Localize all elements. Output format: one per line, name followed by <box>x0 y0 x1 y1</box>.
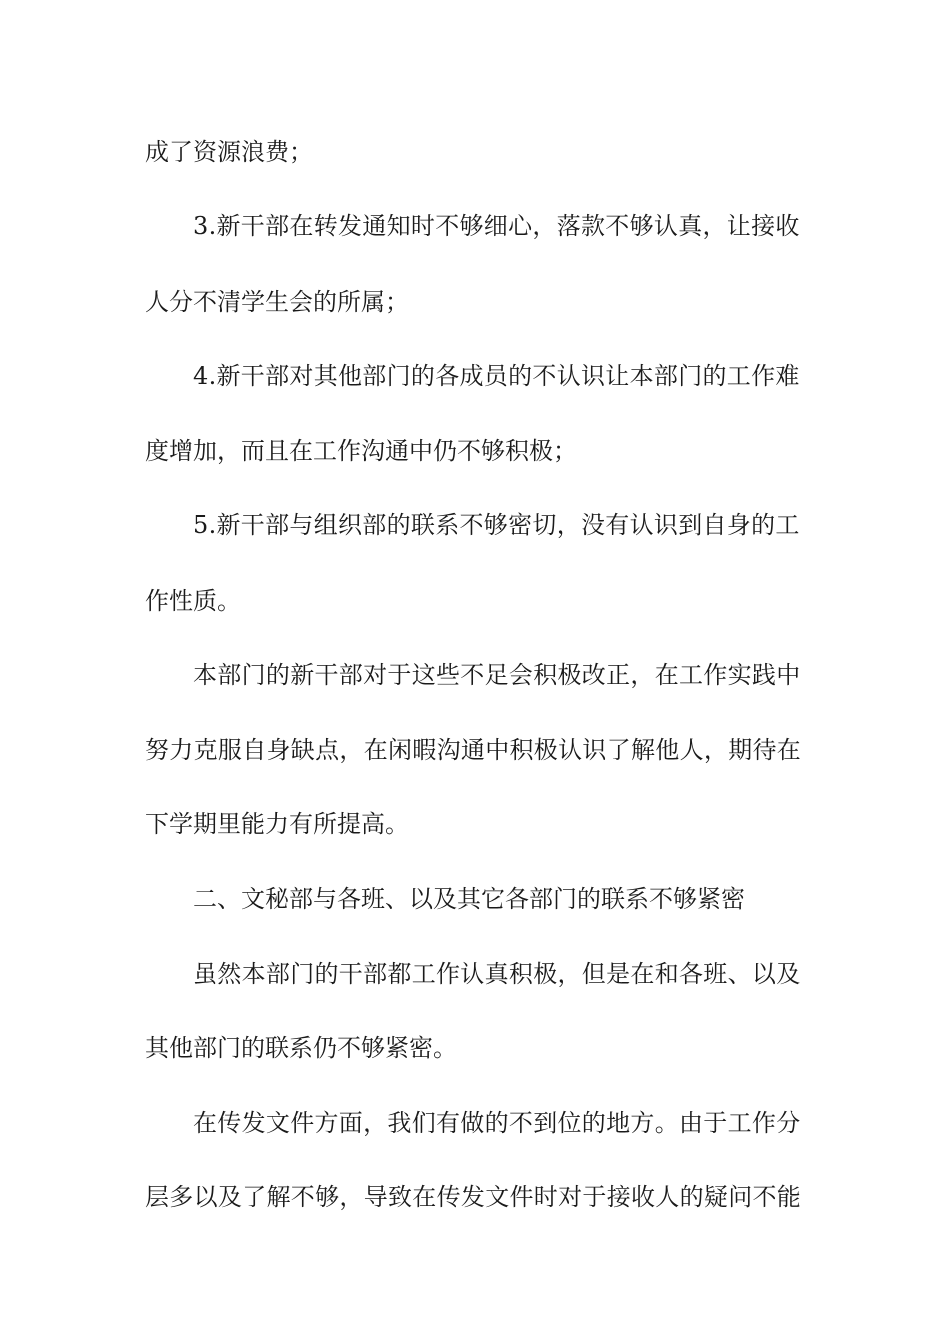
paragraph-line: 层多以及了解不够，导致在传发文件时对于接收人的疑问不能 <box>145 1183 802 1211</box>
paragraph-line: 虽然本部门的干部都工作认真积极，但是在和各班、以及 <box>193 960 801 988</box>
paragraph-line: 下学期里能力有所提高。 <box>145 810 409 838</box>
text-line: 成了资源浪费； <box>145 138 313 166</box>
list-item-4-line: 4.新干部对其他部门的各成员的不认识让本部门的工作难 <box>193 362 800 390</box>
list-item-5-line: 5.新干部与组织部的联系不够密切，没有认识到自身的工 <box>193 511 800 539</box>
paragraph-line: 其他部门的联系仍不够紧密。 <box>145 1034 457 1062</box>
section-heading: 二、文秘部与各班、以及其它各部门的联系不够紧密 <box>193 885 745 913</box>
text-line: 人分不清学生会的所属； <box>145 288 409 316</box>
list-item-3-line: 3.新干部在转发通知时不够细心，落款不够认真，让接收 <box>193 212 800 240</box>
paragraph-line: 在传发文件方面，我们有做的不到位的地方。由于工作分 <box>193 1109 801 1137</box>
text-line: 度增加，而且在工作沟通中仍不够积极； <box>145 437 577 465</box>
paragraph-line: 努力克服自身缺点，在闲暇沟通中积极认识了解他人，期待在 <box>145 736 802 764</box>
paragraph-line: 本部门的新干部对于这些不足会积极改正，在工作实践中 <box>193 661 801 689</box>
text-line: 作性质。 <box>145 587 241 615</box>
